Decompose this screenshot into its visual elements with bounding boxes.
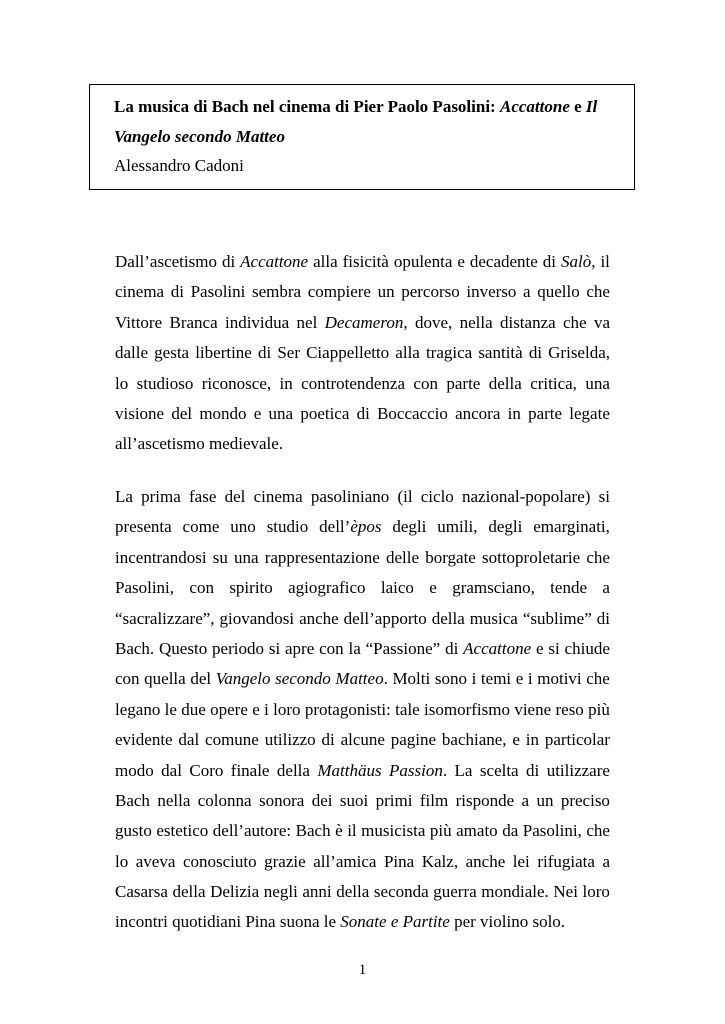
title-accattone: Accattone [499, 97, 570, 116]
text-line [115, 429, 610, 459]
word: lei [512, 851, 530, 871]
word: di [257, 343, 272, 363]
word: una [234, 547, 259, 567]
word: libertine [195, 343, 252, 363]
word: delle [386, 547, 420, 567]
word: incontri [115, 912, 168, 932]
word: pagine [390, 730, 437, 750]
word: per [454, 912, 476, 932]
word: Casarsa [115, 882, 168, 902]
word: anni [302, 882, 332, 902]
word: ciclo [420, 487, 454, 506]
word: e [457, 252, 465, 271]
text-line [115, 482, 610, 512]
word: Pasolini, [522, 821, 582, 841]
text-line [115, 877, 610, 907]
word: nazional-popolare) [462, 487, 591, 506]
word: Pina [383, 851, 415, 871]
word: i [527, 669, 533, 689]
text-line [115, 338, 610, 368]
text-line [115, 725, 610, 755]
word: suoi [339, 790, 369, 810]
word: lo [115, 851, 129, 871]
word: negli [263, 882, 298, 902]
word: critica, [530, 373, 577, 393]
word: La [115, 487, 133, 506]
word: pasoliniano [310, 487, 390, 506]
word: evidente [115, 730, 173, 750]
word: apre [285, 638, 315, 658]
word: Pina [245, 912, 276, 932]
word: Pasolini [190, 282, 246, 302]
word: alcune [340, 730, 385, 750]
word: fisicità [342, 252, 389, 271]
word: del [190, 669, 212, 689]
word: il [600, 252, 610, 271]
word: in [525, 730, 539, 750]
word: in [279, 373, 293, 393]
text-line [115, 634, 610, 664]
text-line [115, 604, 610, 634]
word: Accattone [240, 252, 309, 271]
word: estetico [156, 821, 209, 841]
word: opere [210, 699, 248, 719]
word: riconosce, [201, 373, 272, 393]
word: a [602, 851, 610, 871]
word: chiude [564, 638, 610, 658]
word: da [502, 821, 519, 841]
word: Decameron, [324, 312, 408, 332]
word: parte [446, 373, 481, 393]
word: della [172, 882, 206, 902]
word: gesta [154, 343, 190, 363]
word: con [115, 669, 140, 689]
title-and: e [569, 97, 586, 116]
word: tale [395, 699, 420, 719]
word: anche [299, 608, 339, 628]
word: e [512, 730, 520, 750]
word: periodo [212, 638, 264, 658]
word: e [253, 403, 262, 423]
word: isomorfismo [424, 699, 510, 719]
word: distanza [499, 312, 556, 332]
word: guerra [433, 882, 477, 902]
word: di [221, 252, 236, 271]
word: risponde [455, 790, 515, 810]
word: con [413, 373, 438, 393]
word: santità [478, 343, 523, 363]
word: dell’èpos [319, 517, 382, 537]
word: motivi [537, 669, 582, 689]
word: Boccaccio [377, 403, 448, 423]
word: e [390, 912, 399, 932]
word: di [321, 730, 335, 750]
word: modo [115, 760, 154, 780]
word: e [535, 638, 544, 658]
word: aveva [135, 851, 176, 871]
word: temi [480, 669, 512, 689]
word: dalle [115, 343, 149, 363]
word: a [523, 282, 531, 302]
word: che [586, 282, 610, 302]
word: decadente [469, 252, 538, 271]
word: Griselda, [548, 343, 610, 363]
word: due [181, 699, 206, 719]
page-number: 1 [358, 962, 367, 978]
word: si [598, 487, 610, 506]
word: i [264, 699, 269, 719]
text-line [115, 756, 610, 786]
word: giovandosi [219, 608, 295, 628]
word: loro [273, 699, 301, 719]
text-line [115, 277, 610, 307]
text-line [115, 847, 610, 877]
word: dal [161, 760, 182, 780]
word: Dall’ascetismo [115, 252, 217, 271]
word: Molti [392, 669, 431, 689]
author-name: Alessandro Cadoni [114, 156, 244, 175]
word: inverso [466, 282, 517, 302]
word: rappresentazione [264, 547, 380, 567]
word: dal [178, 730, 200, 750]
word: Partite [402, 912, 450, 932]
word: un [536, 790, 554, 810]
paragraph-1 [115, 247, 610, 460]
word: primi [375, 790, 413, 810]
text-line [115, 512, 610, 542]
word: tragica [425, 343, 473, 363]
text-line [115, 816, 610, 846]
word: Ciappelletto [306, 343, 390, 363]
word: in [507, 403, 521, 423]
word: va [593, 312, 610, 332]
word: musica [469, 608, 518, 628]
word: quella [144, 669, 186, 689]
word: secondo [275, 669, 331, 689]
word: film [419, 790, 449, 810]
word: Matteo. [335, 669, 388, 689]
word: opulenta [393, 252, 453, 271]
word: come [182, 517, 220, 537]
word: musicista [361, 821, 426, 841]
word: degli [392, 517, 427, 537]
word: visione [115, 403, 165, 423]
word: conosciuto [182, 851, 257, 871]
word: sono [434, 669, 467, 689]
word: del [171, 403, 193, 423]
word: Coro [189, 760, 224, 780]
word: fase [189, 487, 217, 506]
word: scelta [479, 760, 519, 780]
word: Sonate [340, 912, 387, 932]
word: che [563, 312, 587, 332]
word: colonna [197, 790, 252, 810]
word: con [189, 578, 214, 598]
text-line [115, 573, 610, 603]
word: della [336, 882, 370, 902]
word: emarginati, [533, 517, 610, 537]
word: di [445, 638, 459, 658]
word: “sublime” [522, 608, 592, 628]
word: protagonisti: [304, 699, 391, 719]
word: Passion. [389, 760, 448, 780]
word: più [429, 821, 452, 841]
word: studioso [136, 373, 194, 393]
word: sembra [252, 282, 302, 302]
word: preciso [560, 790, 610, 810]
word: controtendenza [301, 373, 406, 393]
word: Kalz, [421, 851, 459, 871]
word: i [471, 669, 477, 689]
word: particolar [544, 730, 610, 750]
word: dove, [414, 312, 453, 332]
word: nella [459, 312, 493, 332]
word: cinema [253, 487, 303, 506]
text-line [115, 543, 610, 573]
word: quotidiani [172, 912, 242, 932]
word: le [164, 699, 177, 719]
word: Bach [295, 821, 331, 841]
text-line [115, 695, 610, 725]
word: dell’autore: [212, 821, 292, 841]
word: alla [395, 343, 420, 363]
word: del [224, 487, 246, 506]
word: legano [115, 699, 161, 719]
word: a [602, 578, 610, 598]
word: Questo [159, 638, 208, 658]
word: è [335, 821, 343, 841]
word: incentrandosi [115, 547, 207, 567]
text-line [115, 907, 610, 937]
word: “Passione” [365, 638, 441, 658]
word: Ser [277, 343, 300, 363]
word: si [268, 638, 281, 658]
word: della [488, 373, 522, 393]
text-line [115, 399, 610, 429]
word: che [586, 821, 610, 841]
text-line [115, 247, 610, 277]
word: gusto [115, 821, 152, 841]
word: viene [514, 699, 552, 719]
word: (il [397, 487, 413, 506]
word: gramsciano, [452, 578, 535, 598]
word: tende [550, 578, 587, 598]
word: che [586, 669, 610, 689]
word: prima [141, 487, 181, 506]
word: borgate [425, 547, 476, 567]
word: quello [537, 282, 580, 302]
word: nella [157, 790, 191, 810]
word: ancora [455, 403, 501, 423]
word: la [348, 638, 361, 658]
word: percorso [401, 282, 460, 302]
title-line-2 [114, 122, 634, 152]
word: Bach [115, 790, 150, 810]
word: bachiane, [441, 730, 507, 750]
word: umili, [437, 517, 478, 537]
word: più [588, 699, 610, 719]
word: “sacralizzare”, [115, 608, 215, 628]
word: poetica [300, 403, 350, 423]
word: sonora [258, 790, 305, 810]
word: reso [555, 699, 584, 719]
word: Vittore [115, 312, 163, 332]
word: di [596, 608, 610, 628]
text-line [115, 369, 610, 399]
word: Bach. [115, 638, 155, 658]
title-il: Il [585, 97, 598, 116]
word: compiere [307, 282, 371, 302]
word: Accattone [463, 638, 532, 658]
word: mondo [199, 403, 247, 423]
title-line-1 [114, 92, 634, 122]
word: spirito [229, 578, 273, 598]
word: della [276, 760, 310, 780]
word: uno [230, 517, 256, 537]
word: alla [313, 252, 338, 271]
word: con [319, 638, 344, 658]
word: parte [528, 403, 563, 423]
word: seconda [373, 882, 429, 902]
word: un [377, 282, 395, 302]
word: all’amica [313, 851, 377, 871]
word: il [347, 821, 357, 841]
word: all’ascetismo [115, 434, 205, 454]
word: anche [465, 851, 506, 871]
word: utilizzo [264, 730, 316, 750]
text-line [115, 664, 610, 694]
word: Vangelo [215, 669, 271, 689]
word: che [586, 547, 610, 567]
word: studio [266, 517, 309, 537]
text-line [115, 308, 610, 338]
word: comune [205, 730, 259, 750]
word: dei [311, 790, 333, 810]
word: cinema [115, 282, 165, 302]
word: di [528, 343, 543, 363]
word: violino [480, 912, 529, 932]
word: le [323, 912, 337, 932]
word: di [526, 760, 540, 780]
word: Branca [169, 312, 218, 332]
word: Salò, [560, 252, 596, 271]
word: amato [456, 821, 498, 841]
word: rifugiata [537, 851, 595, 871]
word: Delizia [210, 882, 260, 902]
title-box [89, 84, 635, 190]
word: della [431, 608, 465, 628]
word: lo [115, 373, 129, 393]
word: medievale. [208, 434, 284, 454]
word: di [542, 252, 557, 271]
word: legate [569, 403, 610, 423]
word: di [170, 282, 184, 302]
word: si [548, 638, 560, 658]
word: grazie [264, 851, 306, 871]
word: loro [582, 882, 610, 902]
word: laico [380, 578, 414, 598]
title-text: La musica di Bach nel cinema di Pier Paolo Pasolini: [114, 97, 500, 116]
word: una [268, 403, 294, 423]
paragraph-2 [115, 482, 610, 938]
word: presenta [115, 517, 172, 537]
word: individua [224, 312, 290, 332]
word: solo. [532, 912, 566, 932]
word: a [521, 790, 530, 810]
word: di [356, 403, 370, 423]
word: mondiale. [481, 882, 549, 902]
title-vangelo: Vangelo secondo Matteo [114, 127, 285, 146]
word: La [454, 760, 473, 780]
word: nel [296, 312, 318, 332]
word: dell’apporto [343, 608, 427, 628]
word: su [212, 547, 228, 567]
word: finale [230, 760, 270, 780]
word: e [429, 578, 437, 598]
word: e [515, 669, 524, 689]
word: Nei [553, 882, 578, 902]
word: agiografico [288, 578, 366, 598]
word: una [585, 373, 610, 393]
word: degli [488, 517, 523, 537]
word: Pasolini, [115, 578, 175, 598]
text-line [115, 786, 610, 816]
word: suona [279, 912, 320, 932]
word: Matthäus [317, 760, 382, 780]
word: utilizzare [546, 760, 610, 780]
word: sottoproletarie [482, 547, 581, 567]
word: e [252, 699, 260, 719]
